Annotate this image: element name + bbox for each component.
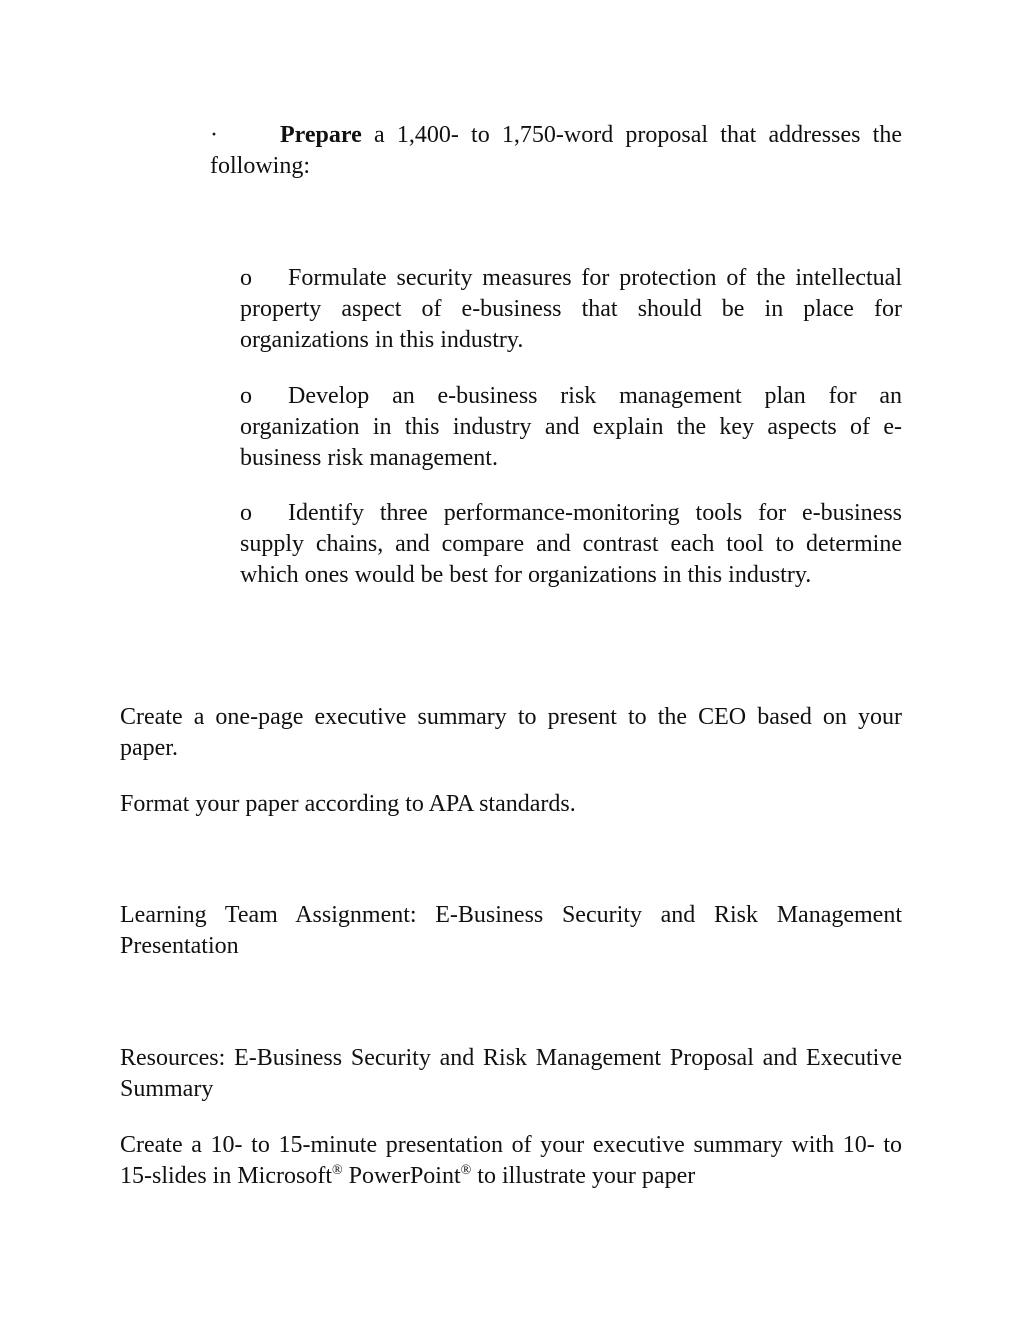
presentation-paragraph bbox=[120, 1130, 902, 1192]
sub-item-risk-plan bbox=[240, 381, 902, 474]
registered-mark: ® bbox=[331, 1163, 343, 1178]
presentation-text: Create a 10- to 15-minute presentation of your executive summary with 10- to 15-slides in Microsoft bbox=[120, 1132, 902, 1189]
presentation-text: PowerPoint bbox=[342, 1163, 461, 1189]
registered-mark: ® bbox=[460, 1163, 472, 1178]
sub-item-monitoring-tools bbox=[240, 498, 902, 591]
sub-item-marker: o bbox=[240, 383, 252, 409]
sub-item-security-measures bbox=[240, 263, 902, 356]
prepare-verb: Prepare bbox=[280, 122, 362, 148]
executive-summary-paragraph: Create a one-page executive summary to present to the CEO based on your paper. bbox=[120, 704, 902, 761]
resources-paragraph: Resources: E-Business Security and Risk Management Proposal and Executive Summary bbox=[120, 1045, 902, 1102]
bullet-marker: · bbox=[210, 122, 218, 148]
format-paragraph: Format your paper according to APA standards. bbox=[120, 791, 576, 817]
presentation-text: to illustrate your paper bbox=[471, 1163, 696, 1189]
sub-item-text: Identify three performance-monitoring tools for e-business supply chains, and compare and contrast each tool to determine which ones would be best for organizations in this industry. bbox=[240, 500, 902, 588]
assignment-title: Learning Team Assignment: E-Business Security and Risk Management Presentation bbox=[120, 902, 902, 959]
prepare-text: a 1,400- to 1,750-word proposal that addresses the following: bbox=[210, 122, 902, 179]
sub-item-marker: o bbox=[240, 500, 252, 526]
prepare-bullet bbox=[210, 120, 902, 182]
sub-item-text: Develop an e-business risk management plan for an organization in this industry and explain the key aspects of e-business risk management. bbox=[240, 383, 902, 471]
sub-item-marker: o bbox=[240, 265, 252, 291]
sub-item-text: Formulate security measures for protection of the intellectual property aspect of e-business that should be in place for organizations in this industry. bbox=[240, 265, 902, 353]
